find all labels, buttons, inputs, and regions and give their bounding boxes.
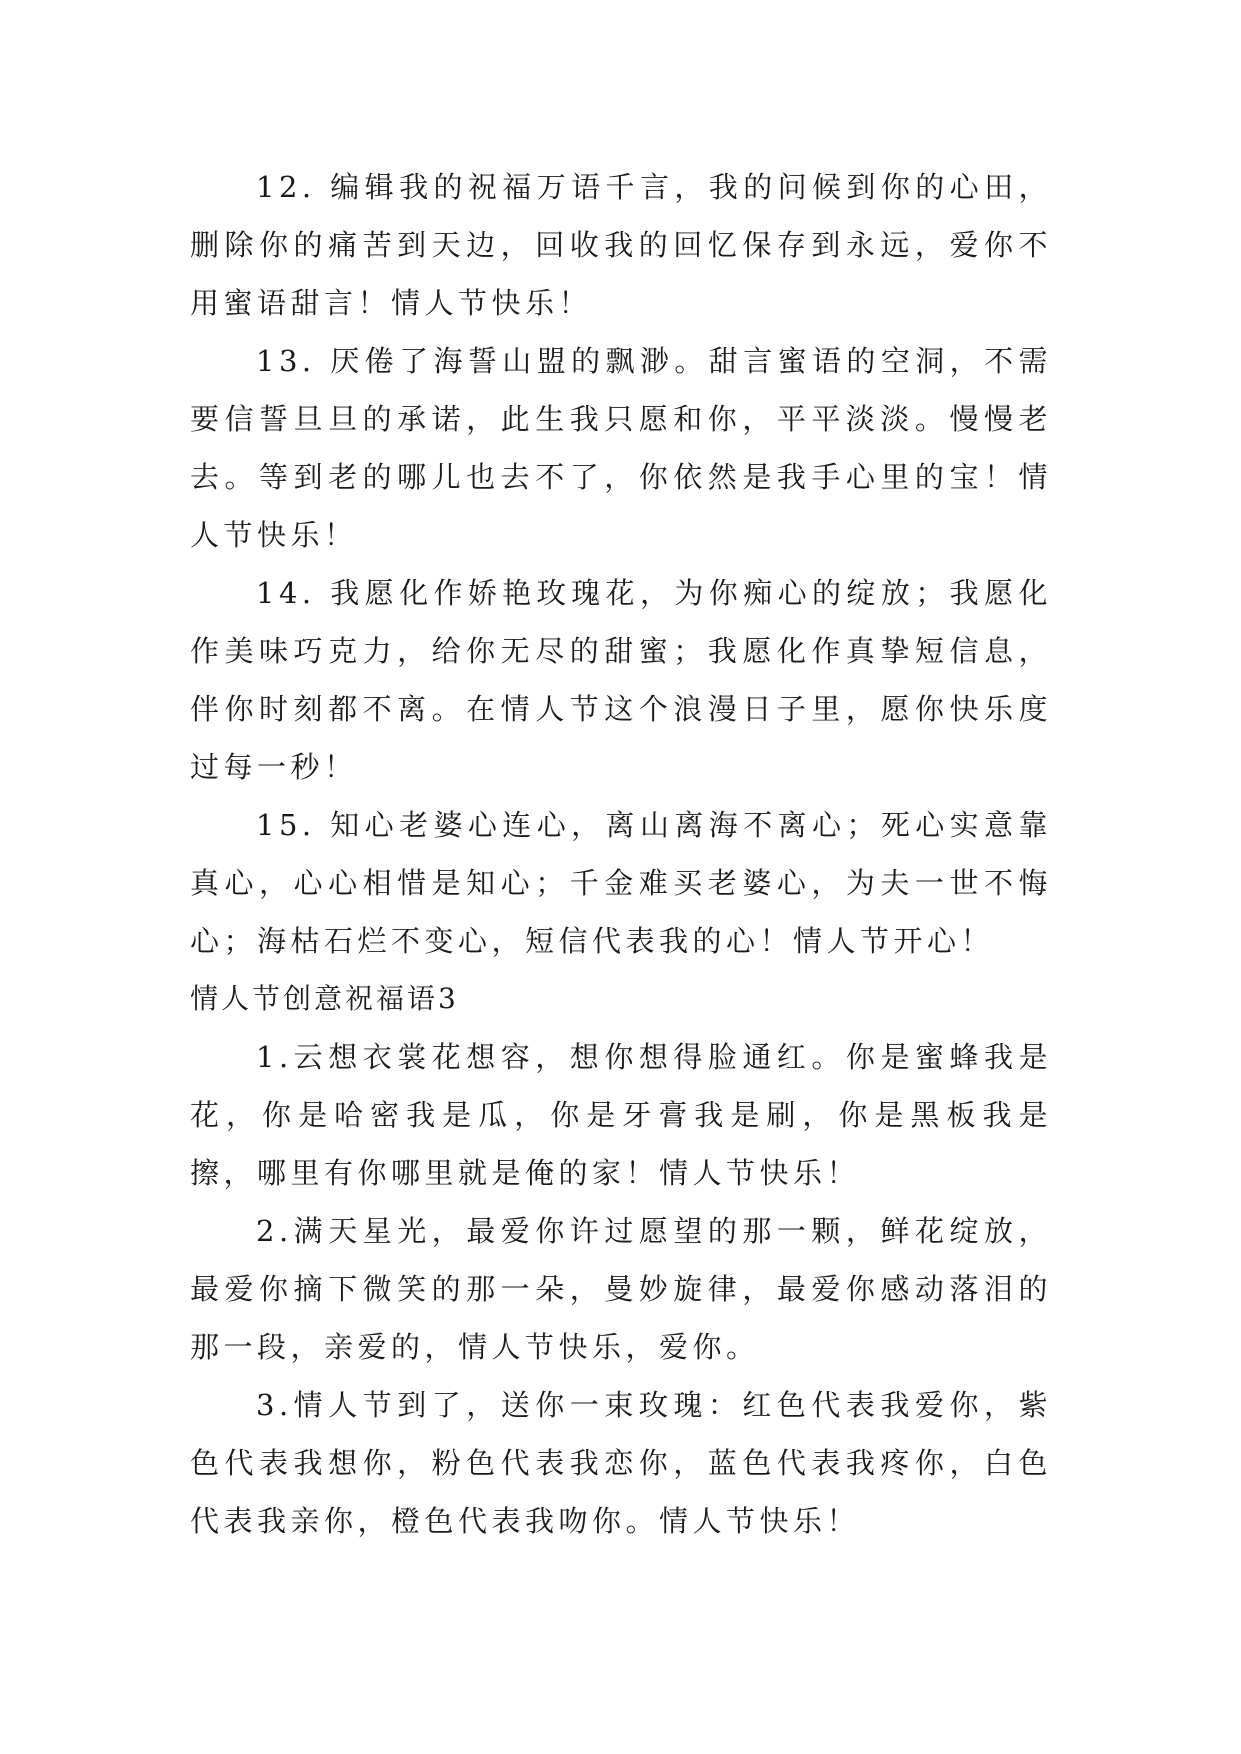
paragraph-15: 15. 知心老婆心连心，离山离海不离心；死心实意靠真心，心心相惜是知心；千金难买老婆心，为夫一世不悔心；海枯石烂不变心，短信代表我的心！情人节开心！ (190, 808, 1052, 958)
paragraph-13: 13. 厌倦了海誓山盟的飘渺。甜言蜜语的空洞，不需要信誓旦旦的承诺，此生我只愿和你，平平淡淡。慢慢老去。等到老的哪儿也去不了，你依然是我手心里的宝！情人节快乐！ (190, 344, 1052, 552)
paragraph-2: 2.满天星光，最爱你许过愿望的那一颗，鲜花绽放，最爱你摘下微笑的那一朵，曼妙旋律，最爱你感动落泪的那一段，亲爱的，情人节快乐，爱你。 (190, 1214, 1052, 1364)
paragraph-14: 14. 我愿化作娇艳玫瑰花，为你痴心的绽放；我愿化作美味巧克力，给你无尽的甜蜜；我愿化作真挚短信息，伴你时刻都不离。在情人节这个浪漫日子里，愿你快乐度过每一秒！ (190, 576, 1052, 784)
paragraph-3: 3.情人节到了，送你一束玫瑰：红色代表我爱你，紫色代表我想你，粉色代表我恋你，蓝色代表我疼你，白色代表我亲你，橙色代表我吻你。情人节快乐！ (190, 1388, 1052, 1538)
section-heading: 情人节创意祝福语3 (190, 982, 459, 1015)
paragraph-1: 1.云想衣裳花想容，想你想得脸通红。你是蜜蜂我是花，你是哈密我是瓜，你是牙膏我是刷，你是黑板我是擦，哪里有你哪里就是俺的家！情人节快乐！ (190, 1040, 1052, 1190)
document-body (190, 158, 1052, 1550)
paragraph-12: 12. 编辑我的祝福万语千言，我的问候到你的心田，删除你的痛苦到天边，回收我的回忆保存到永远，爱你不用蜜语甜言！情人节快乐！ (190, 170, 1052, 320)
